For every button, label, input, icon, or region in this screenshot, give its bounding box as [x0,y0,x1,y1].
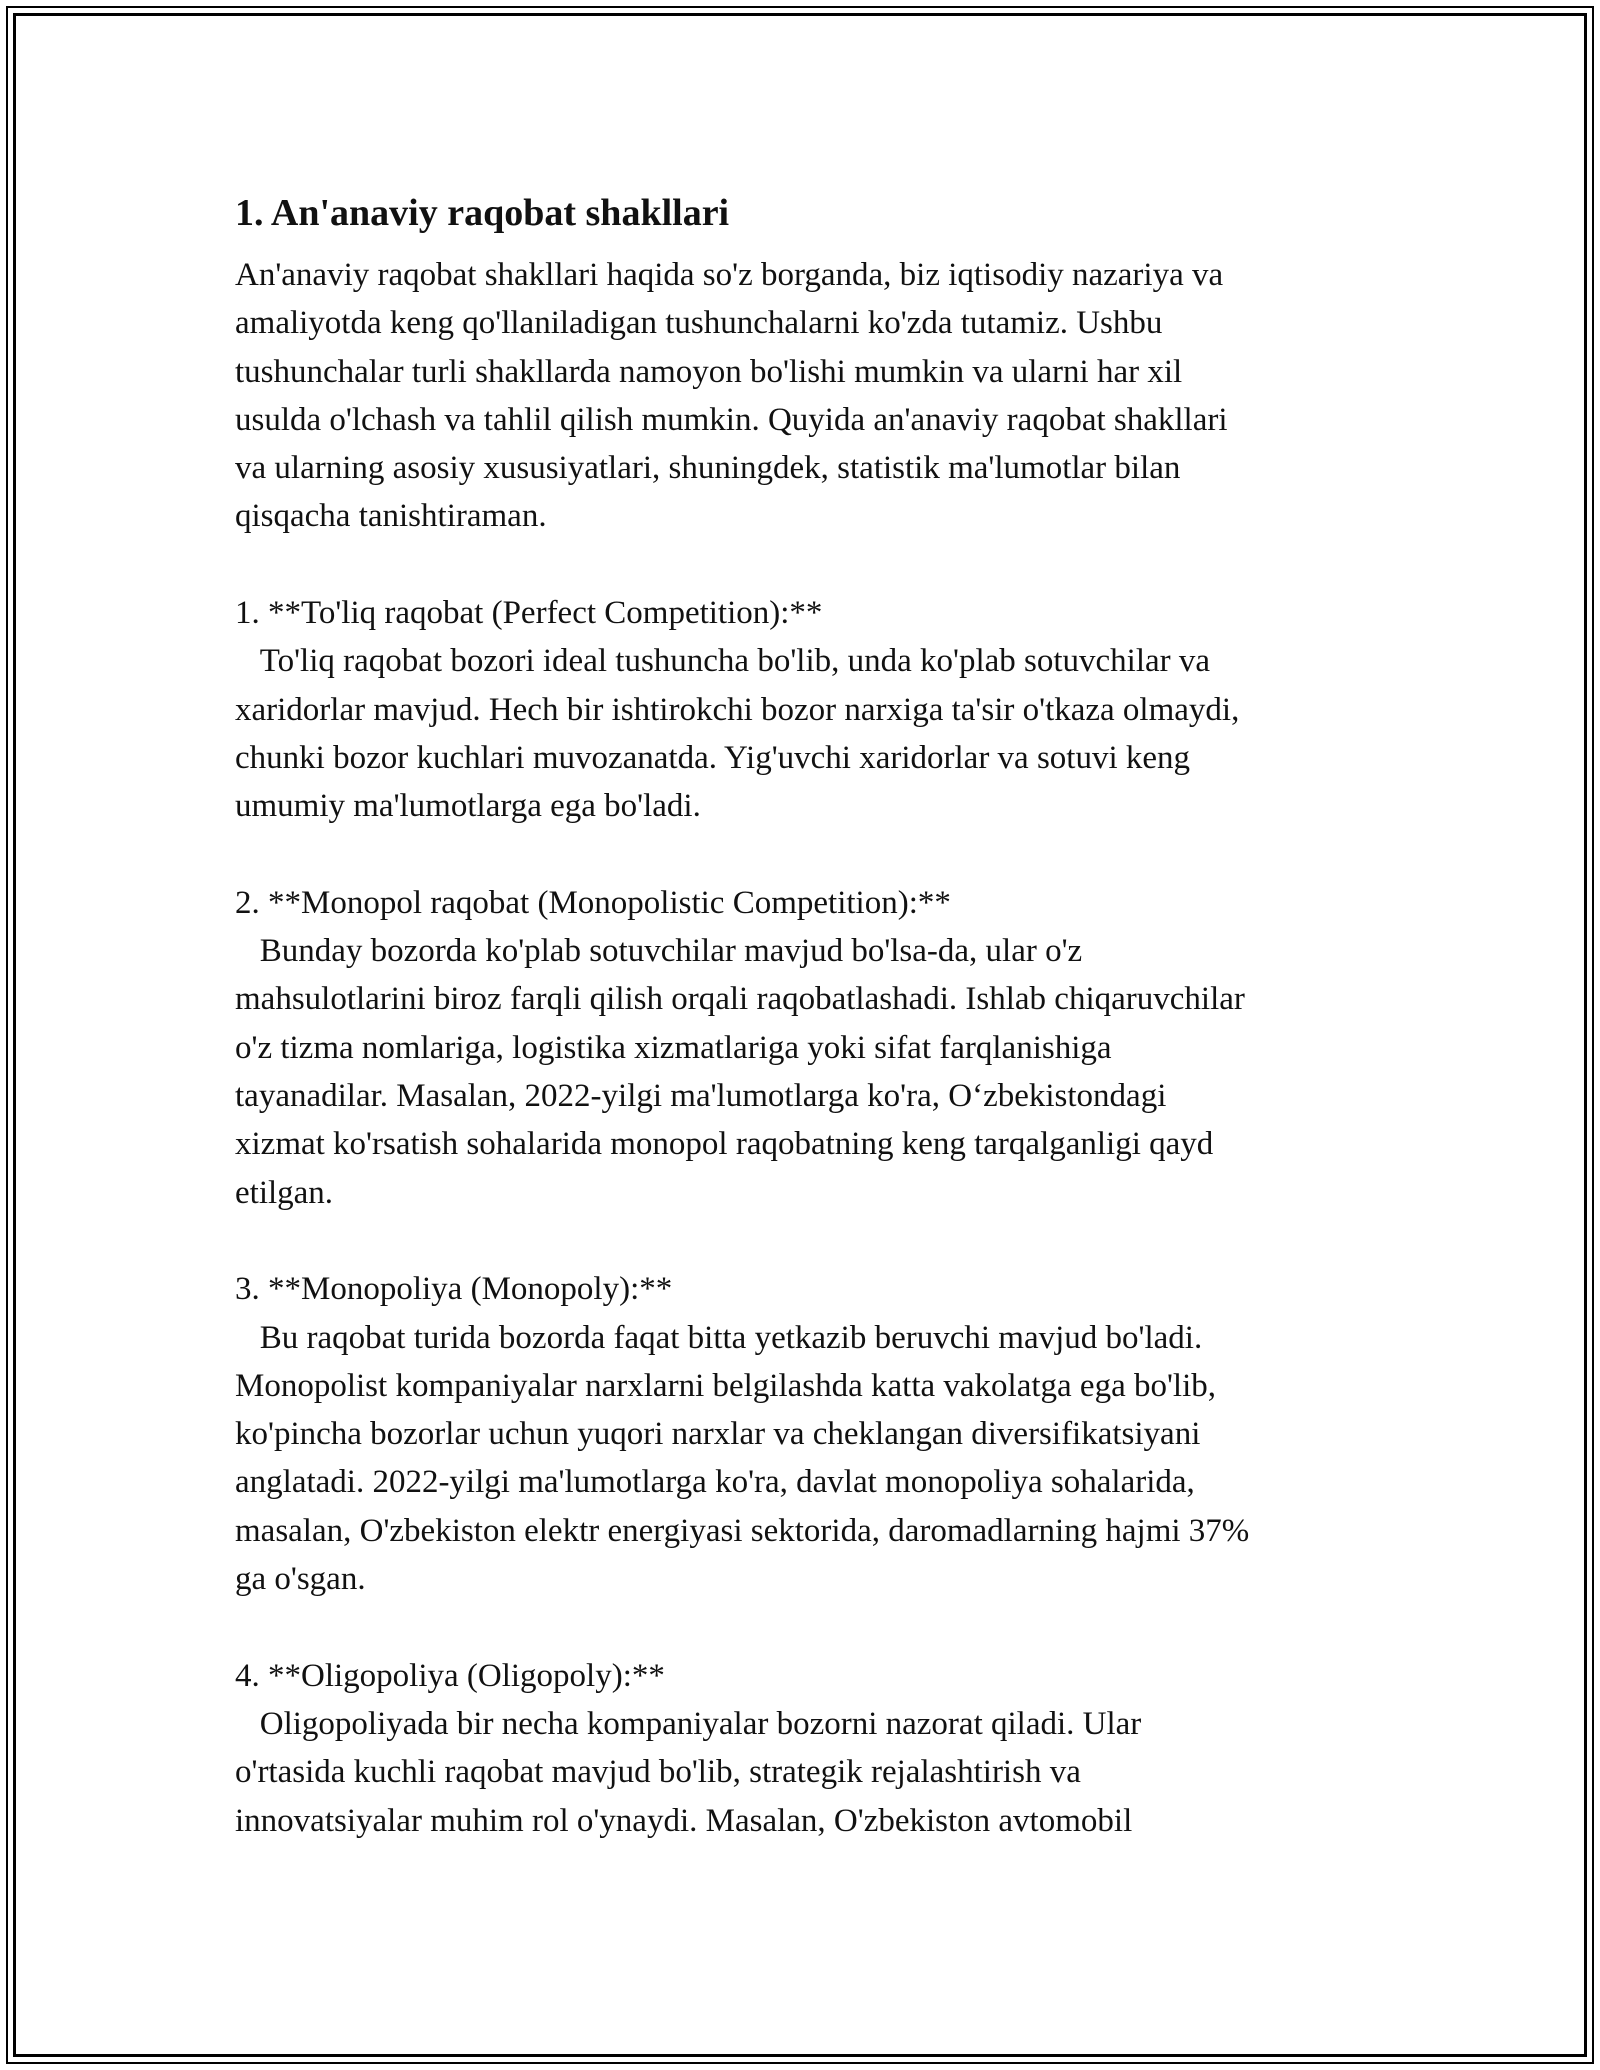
list-item [235,589,1375,830]
list-item-title: 1. **To'liq raqobat (Perfect Competition):** [235,595,823,632]
list-item-title: 3. **Monopoliya (Monopoly):** [235,1271,673,1308]
list-item-title: 2. **Monopol raqobat (Monopolistic Competition):** [235,884,951,921]
list-item-body: Oligopoliyada bir necha kompaniyalar bozorni nazorat qiladi. Ular o'rtasida kuchli raqobat mavjud bo'lib, strategik rejalashtirish va innovatsiyalar muhim rol o'ynaydi. Masalan, O'zbekiston avtomobil [235,1705,1142,1839]
list-item-body: Bu raqobat turida bozorda faqat bitta yetkazib beruvchi mavjud bo'ladi. Monopolist kompaniyalar narxlarni belgilashda katta vakolatga ega bo'lib, ko'pincha bozorlar uchun yuqori narxlar va cheklangan diversifikatsiyani anglatadi. 2022-yilgi ma'lumotlarga ko'ra, davlat monopoliya sohalarida, masalan, O'zbekiston elektr energiyasi sektorida, daromadlarning hajmi 37% ga o'sgan. [235,1319,1250,1598]
paragraph-gap [235,1217,1375,1265]
paragraph-gap [235,541,1375,589]
paragraph-gap [235,831,1375,879]
document-body [235,185,1375,1845]
paragraph-gap [235,1603,1375,1651]
list-item [235,879,1375,1217]
intro-paragraph: An'anaviy raqobat shakllari haqida so'z borganda, biz iqtisodiy nazariya va amaliyotda keng qo'llaniladigan tushunchalarni ko'zda tutamiz. Ushbu tushunchalar turli shakllarda namoyon bo'lishi mumkin va ularni har xil usulda o'lchash va tahlil qilish mumkin. Quyida an'anaviy raqobat shakllari va ularning asosiy xususiyatlari, shuningdek, statistik ma'lumotlar bilan qisqacha tanishtiraman. [235,257,1228,535]
list-item-title: 4. **Oligopoliya (Oligopoly):** [235,1657,665,1694]
list-item-body: To'liq raqobat bozori ideal tushuncha bo'lib, unda ko'plab sotuvchilar va xaridorlar mavjud. Hech bir ishtirokchi bozor narxiga ta'sir o'tkaza olmaydi, chunki bozor kuchlari muvozanatda. Yig'uvchi xaridorlar va sotuvi keng umumiy ma'lumotlarga ega bo'ladi. [235,643,1240,825]
list-item [235,1265,1375,1603]
list-item [235,1652,1375,1845]
list-item-body: Bunday bozorda ko'plab sotuvchilar mavjud bo'lsa-da, ular o'z mahsulotlarini biroz farqli qilish orqali raqobatlashadi. Ishlab chiqaruvchilar o'z tizma nomlariga, logistika xizmatlariga yoki sifat farqlanishiga tayanadilar. Masalan, 2022-yilgi ma'lumotlarga ko'ra, O‘zbekistondagi xizmat ko'rsatish sohalarida monopol raqobatning keng tarqalganligi qayd etilgan. [235,933,1245,1211]
section-heading: 1. An'anaviy raqobat shakllari [235,192,730,234]
